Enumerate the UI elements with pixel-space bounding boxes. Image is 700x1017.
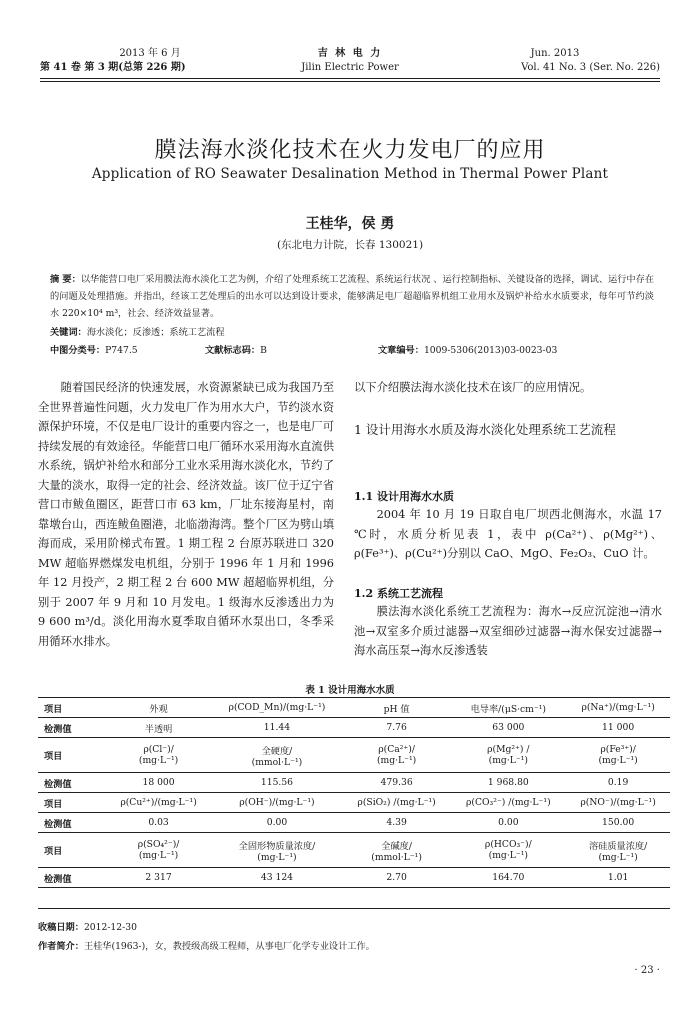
column-header: ρ(HCO₃⁻)/ (mg·L⁻¹) [450,833,566,868]
header-volume-cn: 第 41 卷 第 3 期(总第 226 期) [40,62,186,73]
section-1-heading: 1 设计用海水水质及海水淡化处理系统工艺流程 [354,422,616,437]
title-en: Application of RO Seawater Desalination Method in Thermal Power Plant [91,166,609,182]
column-header: ρ(COD_Mn)/(mg·L⁻¹) [211,698,343,718]
clc-number [50,344,138,358]
article-number [378,344,557,358]
column-header: ρ(Mg²⁺) / (mg·L⁻¹) [450,738,566,773]
keywords-text: 海水淡化；反渗透；系统工艺流程 [86,327,225,338]
left-column [38,378,334,651]
keywords-label: 关键词： [50,327,87,338]
table-cell: 2 317 [106,868,211,888]
clc-label: 中图分类号： [50,345,106,356]
table-value-row [38,718,670,738]
column-header: ρ(Cu²⁺)/(mg·L⁻¹) [106,793,211,813]
header-date: 2013 年 6 月 [119,48,181,59]
header-rule-2 [40,81,660,82]
column-header: 溶硅质量浓度/ (mg·L⁻¹) [566,833,670,868]
keywords [50,325,654,340]
table-cell: 479.36 [343,773,451,793]
column-header: ρ(Cl⁻)/ (mg·L⁻¹) [106,738,211,773]
table-value-row [38,813,670,833]
column-header: 电导率/(μS·cm⁻¹) [450,698,566,718]
table-header-row [38,793,670,813]
section-1-1-body [354,505,662,564]
column-header: ρ(Fe³⁺)/ (mg·L⁻¹) [566,738,670,773]
table-cell: 7.76 [343,718,451,738]
row-label-value: 检测值 [38,773,106,793]
row-label-value: 检测值 [38,868,106,888]
table-cell: 1.01 [566,868,670,888]
column-header: 全硬度/ (mmol·L⁻¹) [211,738,343,773]
column-header: ρ(NO⁻)/(mg·L⁻¹) [566,793,670,813]
intro-paragraph: 随着国民经济的快速发展，水资源紧缺已成为我国乃至全世界普遍性问题，火力发电厂作为用水大户，节约淡水资源保护环境，不仅是电厂设计的重要内容之一，也是电厂可持续发展的有效途径。华能营口电厂循环水采用海水直流供水系统，锅炉补给水和部分工业水采用海水淡化水，节约了大量的淡水，取得一定的社会、经济效益。该厂位于辽宁省营口市鲅鱼圈区，距营口市 63 km，厂址东接海星村，南靠墩台山，西连鲅鱼圈港，北临渤海湾。整个厂区为劈山填海而成，采用阶梯式布置。1 期工程 2 台原苏联进口 320 MW 超临界燃煤发电机组，分别于 1996 年 1 月和 1996 年 12 月投产，2 期工程 2 台 600 MW 超超临界机组，分别于 2007 年 9 月和 10 月发电。1 级海水反渗透出力为 9 600 m³/d。淡化用海水夏季取自循环水泵出口，冬季采用循环水排水。 [38,381,334,648]
table-cell: 0.19 [566,773,670,793]
abstract [50,271,654,322]
row-label-item: 项目 [38,698,106,718]
header-date-en: Jun. 2013 [530,48,580,59]
table-cell: 11 000 [566,718,670,738]
author-bio [38,938,375,952]
column-header: ρ(SiO₂) /(mg·L⁻¹) [343,793,451,813]
table-header-row [38,698,670,718]
page-number: · 23 · [634,965,660,976]
author-bio-text: 王桂华(1963-)，女，教授级高级工程师，从事电厂化学专业设计工作。 [83,941,375,952]
column-header: 外观 [106,698,211,718]
right-intro [354,378,662,398]
table-cell: 18 000 [106,773,211,793]
table-cell: 半透明 [106,718,211,738]
table-cell: 63 000 [450,718,566,738]
row-label-item: 项目 [38,738,106,773]
authors: 王桂华，侯 勇 [305,216,395,232]
water-quality-table [38,697,670,888]
abstract-text: 以华能营口电厂采用膜法海水淡化工艺为例，介绍了处理系统工艺流程、系统运行状况 、运行控制指标、关键设备的选择，调试、运行中存在的问题及处理措施。并指出，经该工艺处理后的出水可以达到设计要求，能够满足电厂超超临界机组工业用水及锅炉补给水水质要求，每年可节约淡水 220×10⁴ m³，社会、经济效益显著。 [50,274,655,319]
table-cell: 164.70 [450,868,566,888]
table-cell: 43 124 [211,868,343,888]
abstract-label: 摘 要： [50,274,81,285]
table-value-row [38,773,670,793]
header-rule [40,78,660,79]
row-label-value: 检测值 [38,718,106,738]
section-1-1-heading: 1.1 设计用海水水质 [354,490,454,503]
document-code [205,344,267,358]
column-header: ρ(CO₃²⁻) /(mg·L⁻¹) [450,793,566,813]
column-header: ρ(SO₄²⁻)/ (mg·L⁻¹) [106,833,211,868]
row-label-item: 项目 [38,833,106,868]
column-header: ρ(Na⁺)/(mg·L⁻¹) [566,698,670,718]
paragraph-1-1: 2004 年 10 月 19 日取自电厂坝西北侧海水，水温 17 ℃时，水质分析见表 1，表中 ρ(Ca²⁺)、ρ(Mg²⁺)、ρ(Fe³⁺)、ρ(Cu²⁺)分别以 CaO、MgO、Fe₂O₃、CuO 计。 [354,508,662,560]
title-cn: 膜法海水淡化技术在火力发电厂的应用 [154,138,546,163]
table-cell: 0.00 [211,813,343,833]
column-header: 全固形物质量浓度/ (mg·L⁻¹) [211,833,343,868]
column-header: ρ(OH⁻)/(mg·L⁻¹) [211,793,343,813]
table-cell: 11.44 [211,718,343,738]
doc-label: 文献标志码： [205,345,261,356]
received-value: 2012-12-30 [83,922,137,933]
journal-name-cn: 吉 林 电 力 [317,48,383,59]
section-1-2-body [354,602,662,661]
header-volume-en: Vol. 41 No. 3 (Ser. No. 226) [521,62,660,73]
footnote-rule [38,908,670,909]
column-header: ρ(Ca²⁺)/ (mg·L⁻¹) [343,738,451,773]
section-1-2-heading: 1.2 系统工艺流程 [354,587,443,600]
paragraph-1-2: 膜法海水淡化系统工艺流程为：海水→反应沉淀池→清水池→双室多介质过滤器→双室细砂过滤器→海水保安过滤器→海水高压泵→海水反渗透装 [354,605,662,657]
table-header-row [38,738,670,773]
received-label: 收稿日期： [38,922,84,933]
intro-continued: 以下介绍膜法海水淡化技术在该厂的应用情况。 [354,381,592,394]
affiliation: (东北电力计院，长春 130021) [276,239,424,251]
clc-value: P747.5 [105,345,138,356]
doc-value: B [260,345,267,356]
table-cell: 115.56 [211,773,343,793]
table-cell: 1 968.80 [450,773,566,793]
column-header: 全碱度/ (mmol·L⁻¹) [343,833,451,868]
table-cell: 0.00 [450,813,566,833]
table-value-row [38,868,670,888]
row-label-item: 项目 [38,793,106,813]
received-date [38,919,137,933]
author-bio-label: 作者简介： [38,941,84,952]
art-value: 1009-5306(2013)03-0023-03 [423,345,558,356]
table-cell: 4.39 [343,813,451,833]
table-caption: 表 1 设计用海水水质 [305,685,395,696]
column-header: pH 值 [343,698,451,718]
table-cell: 150.00 [566,813,670,833]
table-header-row [38,833,670,868]
table-cell: 0.03 [106,813,211,833]
journal-name-en: Jilin Electric Power [301,62,399,73]
row-label-value: 检测值 [38,813,106,833]
art-label: 文章编号： [378,345,424,356]
table-cell: 2.70 [343,868,451,888]
